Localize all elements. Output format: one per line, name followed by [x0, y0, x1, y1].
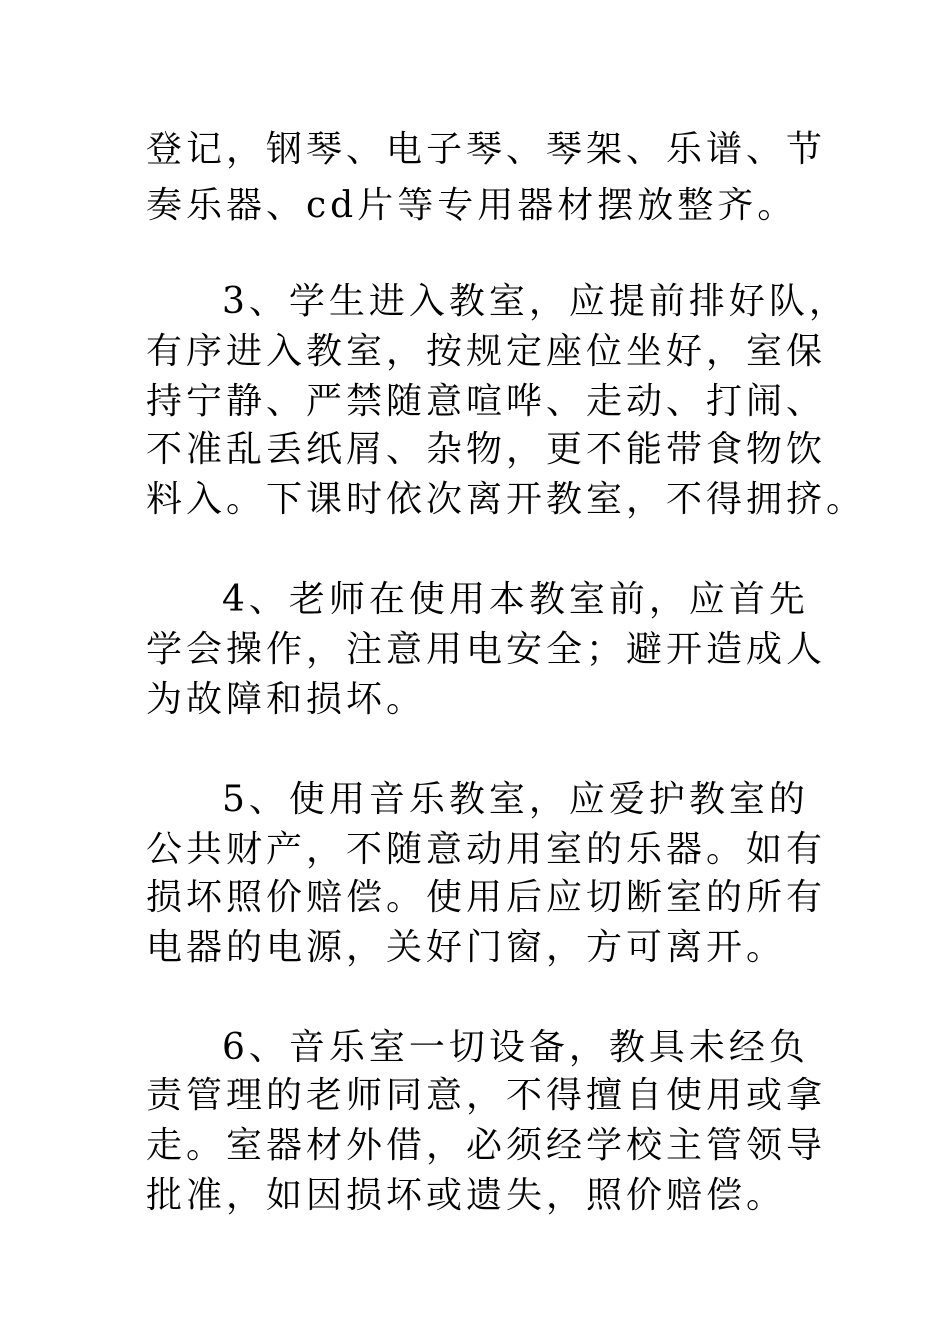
- paragraph-4-line-4: 电器的电源，关好门窗，方可离开。: [146, 927, 787, 968]
- paragraph-2-line-1: 3、学生进入教室，应提前排好队，: [222, 281, 849, 322]
- paragraph-3-line-3: 为故障和损坏。: [146, 679, 427, 720]
- paragraph-2-line-5: 料入。下课时依次离开教室，不得拥挤。: [146, 479, 867, 520]
- paragraph-3-line-1: 4、老师在使用本教室前，应首先: [222, 579, 809, 620]
- paragraph-2-line-4: 不准乱丢纸屑、杂物，更不能带食物饮: [146, 429, 827, 470]
- paragraph-5-line-2: 责管理的老师同意，不得擅自使用或拿: [146, 1075, 827, 1116]
- paragraph-2-line-2: 有序进入教室，按规定座位坐好，室保: [146, 331, 827, 372]
- paragraph-5-line-3: 走。室器材外借，必须经学校主管领导: [146, 1125, 827, 1166]
- paragraph-5-line-4: 批准，如因损坏或遗失，照价赔偿。: [146, 1175, 787, 1216]
- paragraph-1-line-2: 奏乐器、cd片等专用器材摆放整齐。: [146, 185, 798, 226]
- paragraph-5-line-1: 6、音乐室一切设备，教具未经负: [222, 1027, 809, 1068]
- paragraph-4-line-3: 损坏照价赔偿。使用后应切断室的所有: [146, 877, 827, 918]
- paragraph-4-line-1: 5、使用音乐教室，应爱护教室的: [222, 779, 809, 820]
- paragraph-2-line-3: 持宁静、严禁随意喧哗、走动、打闹、: [146, 381, 827, 422]
- paragraph-4-line-2: 公共财产，不随意动用室的乐器。如有: [146, 829, 827, 870]
- paragraph-3-line-2: 学会操作，注意用电安全；避开造成人: [146, 629, 827, 670]
- paragraph-1-line-1: 登记，钢琴、电子琴、琴架、乐谱、节: [146, 129, 827, 170]
